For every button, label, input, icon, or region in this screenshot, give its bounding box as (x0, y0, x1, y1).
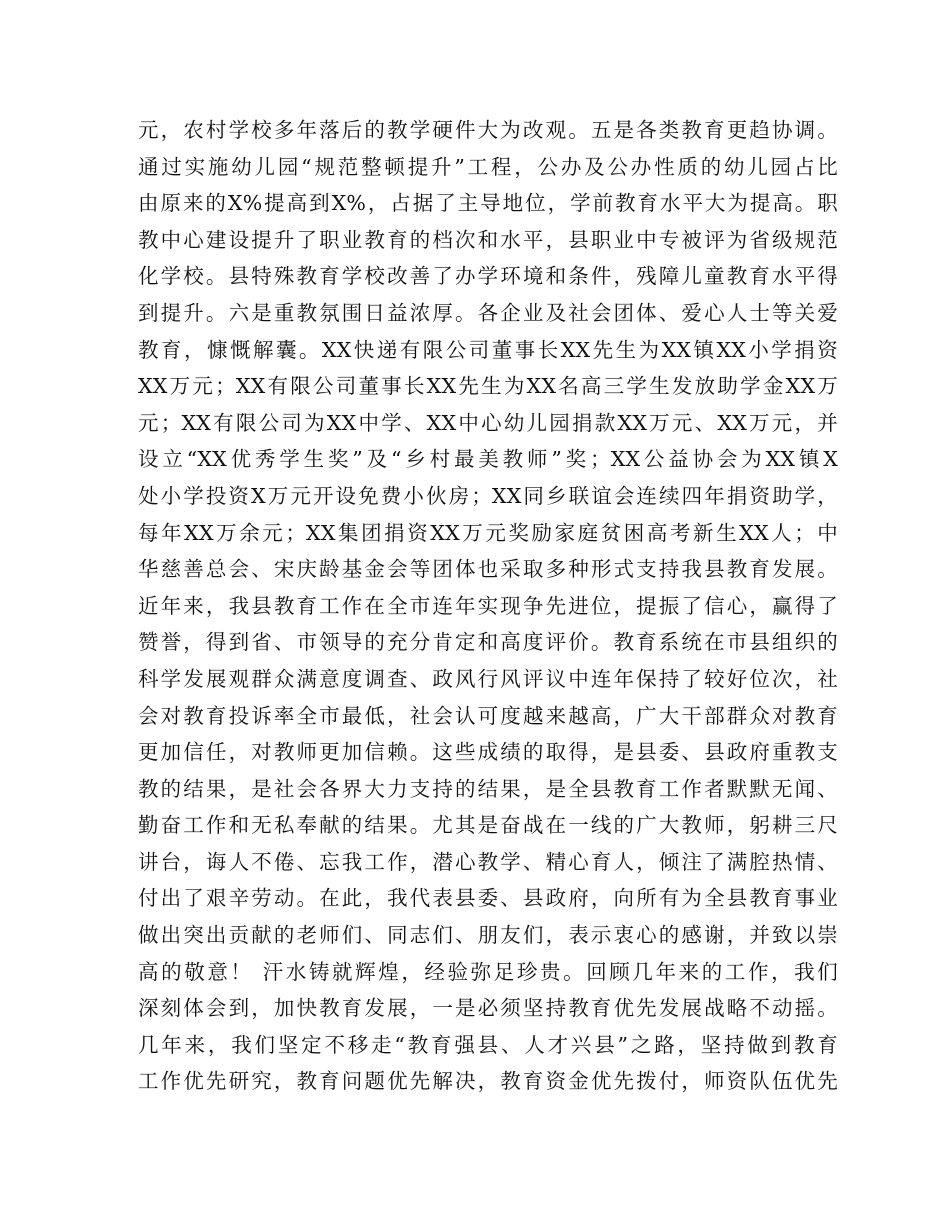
text-line: 设立“XX优秀学生奖”及“乡村最美教师”奖；XX公益协会为XX镇X (138, 447, 838, 472)
text-line: 勤奋工作和无私奉献的结果。尤其是奋战在一线的广大教师，躬耕三尺 (138, 813, 838, 838)
text-line: 科学发展观群众满意度调查、政风行风评议中连年保持了较好位次，社 (138, 666, 838, 691)
text-line: 教育，慷慨解囊。XX快递有限公司董事长XX先生为XX镇XX小学捐资 (138, 337, 838, 362)
text-line: XX万元；XX有限公司董事长XX先生为XX名高三学生发放助学金XX万 (138, 374, 838, 399)
text-line: 到提升。六是重教氛围日益浓厚。各企业及社会团体、爱心人士等关爱 (138, 300, 838, 325)
text-line: 教中心建设提升了职业教育的档次和水平，县职业中专被评为省级规范 (138, 227, 838, 252)
text-line: 处小学投资X万元开设免费小伙房；XX同乡联谊会连续四年捐资助学， (138, 483, 838, 508)
text-line: 华慈善总会、宋庆龄基金会等团体也采取多种形式支持我县教育发展。 (138, 557, 838, 582)
text-line: 高的敬意！ 汗水铸就辉煌，经验弥足珍贵。回顾几年来的工作，我们 (138, 959, 838, 984)
text-line: 通过实施幼儿园“规范整顿提升”工程，公办及公办性质的幼儿园占比 (138, 154, 838, 179)
text-line: 元；XX有限公司为XX中学、XX中心幼儿园捐款XX万元、XX万元，并 (138, 410, 838, 435)
text-line: 更加信任，对教师更加信赖。这些成绩的取得，是县委、县政府重教支 (138, 740, 838, 765)
text-line: 每年XX万余元；XX集团捐资XX万元奖励家庭贫困高考新生XX人；中 (138, 520, 838, 545)
text-line: 化学校。县特殊教育学校改善了办学环境和条件，残障儿童教育水平得 (138, 264, 838, 289)
text-line: 赞誉，得到省、市领导的充分肯定和高度评价。教育系统在市县组织的 (138, 630, 838, 655)
text-line: 教的结果，是社会各界大力支持的结果，是全县教育工作者默默无闻、 (138, 776, 838, 801)
text-line: 近年来，我县教育工作在全市连年实现争先进位，提振了信心，赢得了 (138, 593, 838, 618)
text-line: 几年来，我们坚定不移走“教育强县、人才兴县”之路，坚持做到教育 (138, 1032, 838, 1057)
text-line: 做出突出贡献的老师们、同志们、朋友们，表示衷心的感谢，并致以崇 (138, 923, 838, 948)
text-line: 深刻体会到，加快教育发展，一是必须坚持教育优先发展战略不动摇。 (138, 996, 838, 1021)
text-line: 讲台，诲人不倦、忘我工作，潜心教学、精心育人，倾注了满腔热情、 (138, 849, 838, 874)
body-text (138, 112, 838, 1100)
text-line: 会对教育投诉率全市最低，社会认可度越来越高，广大干部群众对教育 (138, 703, 838, 728)
text-line: 由原来的X%提高到X%，占据了主导地位，学前教育水平大为提高。职 (138, 191, 838, 216)
text-line: 工作优先研究，教育问题优先解决，教育资金优先拨付，师资队伍优先 (138, 1069, 838, 1094)
text-line: 元，农村学校多年落后的教学硬件大为改观。五是各类教育更趋协调。 (138, 118, 838, 142)
text-line: 付出了艰辛劳动。在此，我代表县委、县政府，向所有为全县教育事业 (138, 886, 838, 911)
